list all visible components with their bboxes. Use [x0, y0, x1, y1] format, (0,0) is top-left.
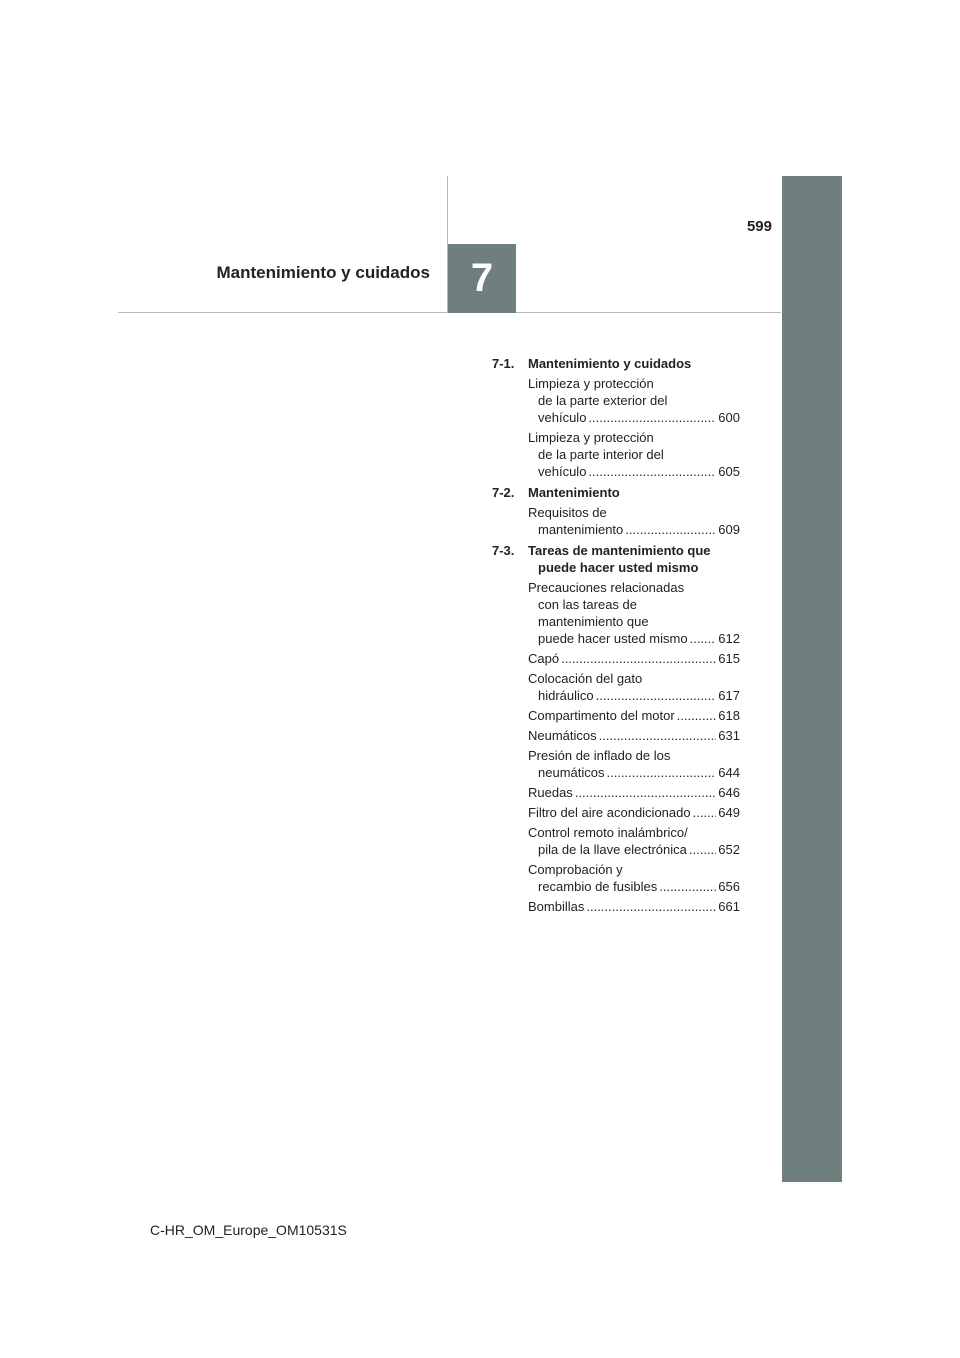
dot-leader — [596, 687, 717, 704]
chapter-number-badge: 7 — [448, 244, 516, 313]
toc-entry-text-line: Precauciones relacionadas — [528, 580, 685, 595]
document-footer-code: C-HR_OM_Europe_OM10531S — [150, 1222, 347, 1238]
toc-entry-page: 661 — [718, 899, 740, 914]
toc-section — [492, 542, 740, 915]
dot-leader — [588, 463, 716, 480]
toc-entry[interactable] — [528, 650, 740, 667]
toc-entry-page: 612 — [718, 631, 740, 646]
toc-entry-text-line: Capó — [528, 651, 560, 666]
toc-entry-text-line: mantenimiento — [538, 522, 624, 537]
toc-entry-page: 600 — [718, 410, 740, 425]
page-number: 599 — [746, 218, 772, 235]
chapter-side-tab — [782, 176, 842, 1182]
toc-entry-page: 652 — [718, 842, 740, 857]
toc-entry[interactable] — [528, 784, 740, 801]
dot-leader — [588, 409, 716, 426]
toc-entry-text-line: Presión de inflado de los — [528, 748, 671, 763]
table-of-contents — [492, 355, 740, 919]
toc-entry-text-line: mantenimiento que — [538, 614, 649, 629]
toc-entry-text-line: con las tareas de — [538, 597, 638, 612]
dot-leader — [690, 630, 717, 647]
toc-entry[interactable] — [528, 429, 740, 480]
toc-entry-text-line: Colocación del gato — [528, 671, 643, 686]
toc-section-number: 7-3. — [492, 543, 515, 558]
toc-entry[interactable] — [528, 670, 740, 704]
toc-entry-text-line: pila de la llave electrónica — [538, 842, 687, 857]
toc-section-heading[interactable] — [492, 355, 740, 372]
toc-entry-page: 644 — [718, 765, 740, 780]
toc-entry-page: 649 — [718, 805, 740, 820]
toc-entry-page: 646 — [718, 785, 740, 800]
toc-section — [492, 484, 740, 538]
dot-leader — [689, 841, 716, 858]
toc-entry-text-line: Neumáticos — [528, 728, 597, 743]
chapter-title: Mantenimiento y cuidados — [216, 263, 430, 282]
toc-entry-text-line: Compartimento del motor — [528, 708, 675, 723]
toc-entry-text-line: recambio de fusibles — [538, 879, 658, 894]
toc-entry-page: 656 — [718, 879, 740, 894]
toc-entry[interactable] — [528, 375, 740, 426]
toc-section-title: Mantenimiento — [528, 485, 620, 500]
toc-entry-text-line: Requisitos de — [528, 505, 607, 520]
toc-section-number: 7-1. — [492, 356, 515, 371]
toc-entry-page: 618 — [718, 708, 740, 723]
toc-entry-text-line: hidráulico — [538, 688, 594, 703]
dot-leader — [677, 707, 717, 724]
dot-leader — [625, 521, 716, 538]
dot-leader — [586, 898, 716, 915]
toc-entry-text-line: Bombillas — [528, 899, 585, 914]
toc-entry-page: 605 — [718, 464, 740, 479]
toc-entry-text-line: Control remoto inalámbrico/ — [528, 825, 688, 840]
toc-section-heading[interactable] — [492, 542, 740, 576]
toc-section-heading[interactable] — [492, 484, 740, 501]
toc-section-number: 7-2. — [492, 485, 515, 500]
toc-entry[interactable] — [528, 824, 740, 858]
toc-entry-text-line: Filtro del aire acondicionado — [528, 805, 691, 820]
toc-entry-text-line: Limpieza y protección — [528, 430, 654, 445]
toc-entry[interactable] — [528, 804, 740, 821]
toc-entry-text-line: puede hacer usted mismo — [538, 631, 688, 646]
dot-leader — [606, 764, 716, 781]
toc-entry-page: 617 — [718, 688, 740, 703]
toc-entry-page: 615 — [718, 651, 740, 666]
dot-leader — [659, 878, 716, 895]
dot-leader — [561, 650, 716, 667]
toc-entry[interactable] — [528, 727, 740, 744]
toc-entry-text-line: Ruedas — [528, 785, 573, 800]
toc-entry-text-line: vehículo — [538, 464, 587, 479]
toc-entry[interactable] — [528, 898, 740, 915]
dot-leader — [693, 804, 717, 821]
toc-entry[interactable] — [528, 707, 740, 724]
dot-leader — [575, 784, 716, 801]
dot-leader — [599, 727, 717, 744]
toc-entry-text-line: Limpieza y protección — [528, 376, 654, 391]
toc-entry-text-line: neumáticos — [538, 765, 605, 780]
toc-section-title: Tareas de mantenimiento que puede hacer usted mismo — [528, 543, 711, 575]
toc-entry-text-line: de la parte exterior del — [538, 393, 668, 408]
toc-entry-text-line: Comprobación y — [528, 862, 623, 877]
toc-section-title: Mantenimiento y cuidados — [528, 356, 692, 371]
toc-entry-page: 631 — [718, 728, 740, 743]
toc-entry[interactable] — [528, 579, 740, 647]
toc-entry-page: 609 — [718, 522, 740, 537]
toc-entry-text-line: vehículo — [538, 410, 587, 425]
toc-entry[interactable] — [528, 747, 740, 781]
toc-entry[interactable] — [528, 861, 740, 895]
toc-section — [492, 355, 740, 480]
toc-entry[interactable] — [528, 504, 740, 538]
toc-entry-text-line: de la parte interior del — [538, 447, 664, 462]
